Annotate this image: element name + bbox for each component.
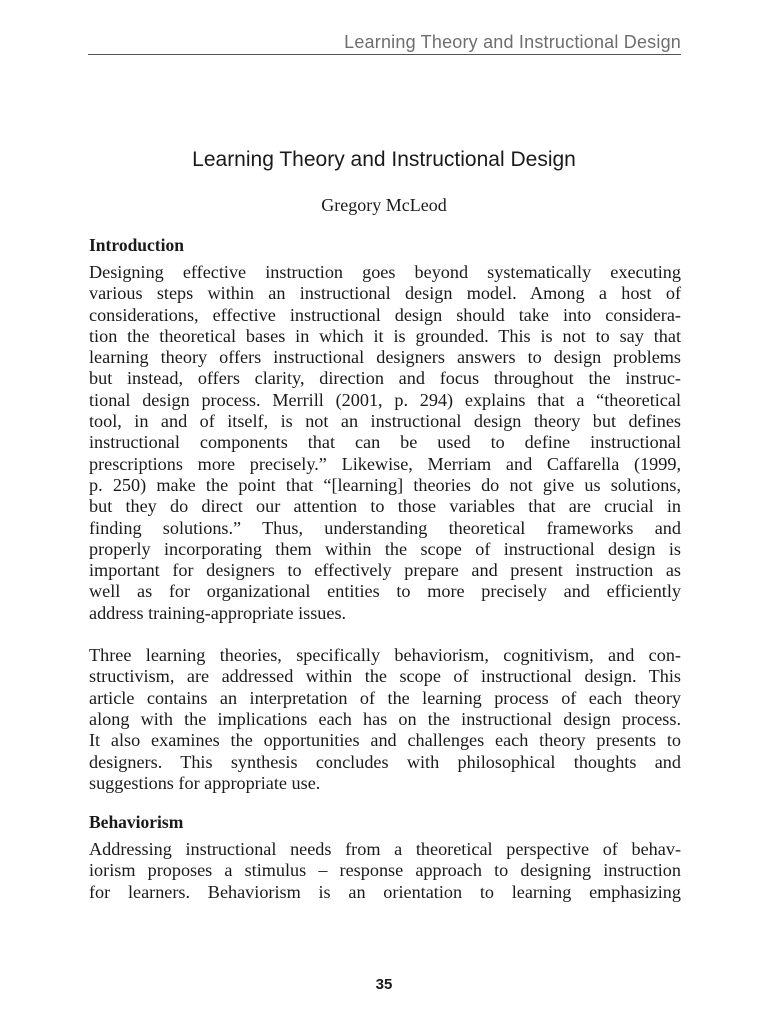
text-line: well as for organizational entities to more precisely and efficiently xyxy=(89,581,681,602)
text-line: but they do direct our attention to those variables that are crucial in xyxy=(89,496,681,517)
text-line: learning theory offers instructional designers answers to design problems xyxy=(89,347,681,368)
text-line: tion the theoretical bases in which it is grounded. This is not to say that xyxy=(89,325,681,346)
text-line: article contains an interpretation of the learning process of each theory xyxy=(89,687,681,708)
text-line: address training-appropriate issues. xyxy=(89,602,347,623)
text-line: structivism, are addressed within the scope of instructional design. This xyxy=(89,666,681,687)
text-line: Addressing instructional needs from a theoretical perspective of behav- xyxy=(89,839,681,860)
text-line: finding solutions.” Thus, understanding theoretical frameworks and xyxy=(89,517,681,538)
article-body xyxy=(89,234,681,903)
paragraph xyxy=(89,645,681,794)
text-line: for learners. Behaviorism is an orientation to learning emphasizing xyxy=(89,881,681,902)
text-line: properly incorporating them within the scope of instructional design is xyxy=(89,538,681,559)
paragraph xyxy=(89,262,681,624)
text-line: instructional components that can be used to define instructional xyxy=(89,432,681,453)
paragraph-spacer xyxy=(89,624,681,645)
text-line: considerations, effective instructional design should take into considera- xyxy=(89,304,681,325)
text-line: It also examines the opportunities and challenges each theory presents to xyxy=(89,730,681,751)
text-line: Designing effective instruction goes beyond systematically executing xyxy=(89,262,681,282)
text-line: p. 250) make the point that “[learning] theories do not give us solutions, xyxy=(89,474,681,495)
running-header-title: Learning Theory and Instructional Design xyxy=(344,32,681,52)
text-line: tool, in and of itself, is not an instructional design theory but defines xyxy=(89,411,681,432)
text-line: suggestions for appropriate use. xyxy=(89,772,321,793)
section-spacer xyxy=(89,794,681,811)
section-heading-behaviorism: Behaviorism xyxy=(89,812,184,833)
article-author: Gregory McLeod xyxy=(321,195,447,215)
page-number: 35 xyxy=(375,976,393,993)
paragraph xyxy=(89,839,681,903)
text-line: iorism proposes a stimulus – response approach to designing instruction xyxy=(89,860,681,881)
text-line: prescriptions more precisely.” Likewise, Merriam and Caffarella (1999, xyxy=(89,453,681,474)
text-line: various steps within an instructional design model. Among a host of xyxy=(89,283,681,304)
running-header xyxy=(88,30,681,55)
text-line: tional design process. Merrill (2001, p. 294) explains that a “theoretical xyxy=(89,389,681,410)
section-heading-introduction: Introduction xyxy=(89,235,184,255)
text-line: but instead, offers clarity, direction and focus throughout the instruc- xyxy=(89,368,681,389)
article-title: Learning Theory and Instructional Design xyxy=(192,148,576,171)
text-line: along with the implications each has on the instructional design process. xyxy=(89,708,681,729)
text-line: important for designers to effectively prepare and present instruction as xyxy=(89,560,681,581)
text-line: designers. This synthesis concludes with philosophical thoughts and xyxy=(89,751,681,772)
text-line: Three learning theories, specifically behaviorism, cognitivism, and con- xyxy=(89,645,681,666)
